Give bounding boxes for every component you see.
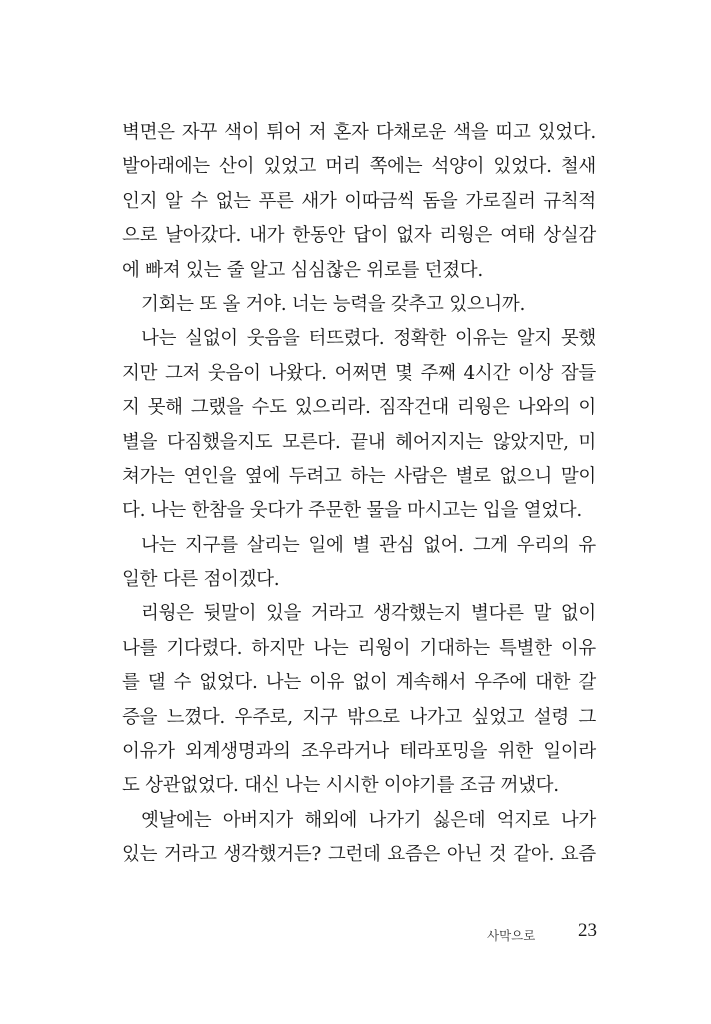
text-line: 옛날에는 아버지가 해외에 나가기 싫은데 억지로 나가: [141, 809, 596, 831]
text-line: 별을 다짐했을지도 모른다. 끝내 헤어지지는 않았지만, 미: [122, 431, 596, 453]
text-line: 쳐가는 연인을 옆에 두려고 하는 사람은 별로 없으니 말이: [122, 465, 596, 487]
text-line: 발아래에는 산이 있었고 머리 쪽에는 석양이 있었다. 철새: [122, 156, 596, 178]
text-line: 도 상관없었다. 대신 나는 시시한 이야기를 조금 꺼냈다.: [122, 775, 559, 797]
text-line: 에 빠져 있는 줄 알고 심심찮은 위로를 던졌다.: [122, 259, 483, 281]
text-line: 를 댈 수 없었다. 나는 이유 없이 계속해서 우주에 대한 갈: [122, 672, 596, 694]
text-line: 리웡은 뒷말이 있을 거라고 생각했는지 별다른 말 없이: [141, 603, 596, 625]
text-line: 있는 거라고 생각했거든? 그런데 요즘은 아닌 것 같아. 요즘: [122, 844, 596, 866]
text-line: 나는 실없이 웃음을 터뜨렸다. 정확한 이유는 알지 못했: [141, 328, 596, 350]
page-number: 23: [578, 920, 597, 941]
text-line: 증을 느꼈다. 우주로, 지구 밖으로 나가고 싶었고 설령 그: [122, 706, 596, 728]
text-line: 인지 알 수 없는 푸른 새가 이따금씩 돔을 가로질러 규칙적: [122, 190, 596, 212]
text-line: 나는 지구를 살리는 일에 별 관심 없어. 그게 우리의 유: [141, 534, 596, 556]
text-line: 다. 나는 한참을 웃다가 주문한 물을 마시고는 입을 열었다.: [122, 500, 582, 522]
text-line: 지 못해 그랬을 수도 있으리라. 짐작건대 리웡은 나와의 이: [122, 397, 596, 419]
text-line: 으로 날아갔다. 내가 한동안 답이 없자 리웡은 여태 상실감: [122, 225, 596, 247]
text-line: 나를 기다렸다. 하지만 나는 리웡이 기대하는 특별한 이유: [122, 637, 596, 659]
text-line: 지만 그저 웃음이 나왔다. 어쩌면 몇 주째 4시간 이상 잠들: [122, 362, 596, 384]
text-line: 기회는 또 올 거야. 너는 능력을 갖추고 있으니까.: [141, 293, 526, 315]
text-line: 이유가 외계생명과의 조우라거나 테라포밍을 위한 일이라: [122, 741, 596, 763]
text-line: 벽면은 자꾸 색이 튀어 저 혼자 다채로운 색을 띠고 있었다.: [122, 122, 596, 143]
body-text: [122, 116, 596, 873]
running-footer-title: 사막으로: [487, 928, 536, 943]
text-line: 일한 다른 점이겠다.: [122, 569, 280, 591]
